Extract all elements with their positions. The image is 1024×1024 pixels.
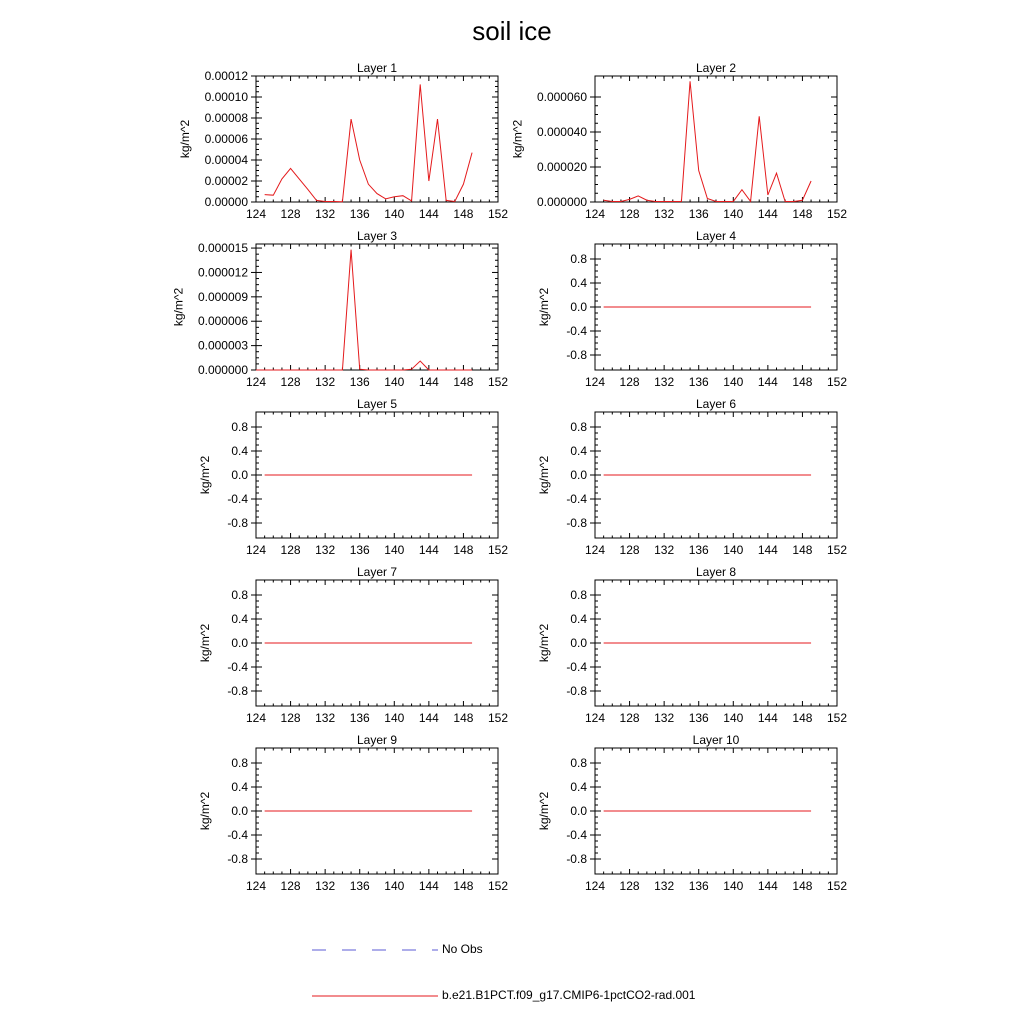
panel-layer-7 xyxy=(198,565,508,725)
y-tick-label: 0.4 xyxy=(231,780,248,794)
x-tick-label: 124 xyxy=(584,879,606,893)
x-tick-label: 148 xyxy=(792,543,813,557)
y-tick-label: -0.4 xyxy=(566,828,587,842)
x-tick-label: 124 xyxy=(584,207,606,221)
y-tick-label: 0.0 xyxy=(570,636,587,650)
x-tick-label: 152 xyxy=(487,543,509,557)
y-tick-label: -0.8 xyxy=(566,348,587,362)
x-tick-label: 128 xyxy=(280,207,301,221)
x-tick-label: 152 xyxy=(826,543,848,557)
panel-layer-2 xyxy=(510,61,847,221)
y-tick-label: -0.8 xyxy=(566,516,587,530)
y-tick-label: -0.4 xyxy=(227,492,248,506)
y-tick-label: 0.0 xyxy=(231,636,248,650)
panel-title: Layer 5 xyxy=(356,397,398,411)
x-tick-label: 152 xyxy=(487,879,509,893)
y-tick-label: 0.000012 xyxy=(197,265,248,280)
y-tick-label: 0.00004 xyxy=(204,153,248,167)
x-tick-label: 144 xyxy=(757,711,778,725)
panel-title: Layer 4 xyxy=(695,229,737,243)
panel-title: Layer 3 xyxy=(356,229,398,243)
x-tick-label: 136 xyxy=(349,543,370,557)
x-tick-label: 148 xyxy=(792,375,813,389)
panel-layer-5 xyxy=(198,397,508,557)
x-tick-label: 148 xyxy=(792,879,813,893)
legend-model xyxy=(312,988,812,1006)
x-tick-label: 136 xyxy=(688,879,709,893)
y-axis-label: kg/m^2 xyxy=(537,455,552,495)
y-tick-label: 0.0 xyxy=(570,804,587,818)
x-tick-label: 132 xyxy=(315,879,336,893)
y-tick-label: -0.4 xyxy=(566,660,587,674)
y-axis-label: kg/m^2 xyxy=(510,119,525,159)
x-tick-label: 128 xyxy=(619,375,640,389)
y-tick-label: -0.4 xyxy=(566,492,587,506)
x-tick-label: 140 xyxy=(723,879,744,893)
y-tick-label: -0.4 xyxy=(227,660,248,674)
x-tick-label: 144 xyxy=(418,711,439,725)
x-tick-label: 144 xyxy=(418,879,439,893)
x-tick-label: 124 xyxy=(584,543,606,557)
y-tick-label: -0.4 xyxy=(227,828,248,842)
panel-layer-9 xyxy=(198,733,508,893)
x-tick-label: 124 xyxy=(245,711,267,725)
y-axis-label: kg/m^2 xyxy=(171,287,186,327)
x-tick-label: 140 xyxy=(384,543,405,557)
panel-title: Layer 6 xyxy=(695,397,737,411)
y-tick-label: 0.00008 xyxy=(204,111,248,125)
x-tick-label: 144 xyxy=(757,207,778,221)
panel-title: Layer 2 xyxy=(695,61,737,75)
y-axis-label: kg/m^2 xyxy=(537,623,552,663)
x-tick-label: 136 xyxy=(349,879,370,893)
y-tick-label: 0.4 xyxy=(570,780,587,794)
y-axis-label: kg/m^2 xyxy=(537,791,552,831)
x-tick-label: 136 xyxy=(349,207,370,221)
x-tick-label: 124 xyxy=(245,879,267,893)
x-tick-label: 132 xyxy=(315,207,336,221)
y-tick-label: 0.8 xyxy=(570,420,587,434)
y-tick-label: -0.8 xyxy=(566,852,587,866)
x-tick-label: 144 xyxy=(757,375,778,389)
x-tick-label: 128 xyxy=(280,375,301,389)
y-tick-label: -0.4 xyxy=(566,324,587,338)
panel-title: Layer 1 xyxy=(356,61,398,75)
x-tick-label: 132 xyxy=(654,543,675,557)
legend-obs-line xyxy=(312,942,442,958)
x-tick-label: 124 xyxy=(245,543,267,557)
y-tick-label: 0.0 xyxy=(570,468,587,482)
x-tick-label: 136 xyxy=(349,711,370,725)
x-tick-label: 140 xyxy=(384,879,405,893)
x-tick-label: 124 xyxy=(584,375,606,389)
x-tick-label: 144 xyxy=(418,207,439,221)
y-tick-label: 0.000020 xyxy=(536,160,587,174)
x-tick-label: 148 xyxy=(453,543,474,557)
y-tick-label: 0.4 xyxy=(570,612,587,626)
y-tick-label: -0.8 xyxy=(566,684,587,698)
x-tick-label: 140 xyxy=(384,375,405,389)
x-tick-label: 132 xyxy=(654,207,675,221)
y-tick-label: 0.8 xyxy=(231,588,248,602)
y-axis-label: kg/m^2 xyxy=(537,287,552,327)
x-tick-label: 132 xyxy=(315,375,336,389)
series-line xyxy=(604,81,811,201)
x-tick-label: 152 xyxy=(487,711,509,725)
y-tick-label: 0.0 xyxy=(231,804,248,818)
x-tick-label: 148 xyxy=(453,879,474,893)
x-tick-label: 144 xyxy=(757,879,778,893)
x-tick-label: 152 xyxy=(487,207,509,221)
y-tick-label: 0.4 xyxy=(570,276,587,290)
panel-layer-8 xyxy=(537,565,847,725)
x-tick-label: 140 xyxy=(384,711,405,725)
x-tick-label: 128 xyxy=(619,711,640,725)
y-tick-label: 0.00000 xyxy=(204,195,248,209)
x-tick-label: 128 xyxy=(619,879,640,893)
panel-title: Layer 7 xyxy=(356,565,398,579)
x-tick-label: 140 xyxy=(723,711,744,725)
x-tick-label: 148 xyxy=(453,711,474,725)
legend-obs-label: No Obs xyxy=(442,942,483,956)
panel-layer-10 xyxy=(537,733,847,893)
y-axis-label: kg/m^2 xyxy=(198,455,213,495)
legend-obs xyxy=(312,942,812,960)
x-tick-label: 140 xyxy=(723,207,744,221)
x-tick-label: 132 xyxy=(654,375,675,389)
x-tick-label: 144 xyxy=(757,543,778,557)
y-tick-label: 0.8 xyxy=(570,756,587,770)
panel-title: Layer 9 xyxy=(356,733,398,747)
y-tick-label: 0.00012 xyxy=(204,69,248,83)
panel-title: Layer 10 xyxy=(692,733,740,747)
x-tick-label: 124 xyxy=(245,207,267,221)
panel-layer-4 xyxy=(537,229,847,389)
y-axis-label: kg/m^2 xyxy=(198,623,213,663)
legend-model-line xyxy=(312,988,442,1004)
y-axis-label: kg/m^2 xyxy=(198,791,213,831)
x-tick-label: 124 xyxy=(584,711,606,725)
x-tick-label: 132 xyxy=(654,879,675,893)
x-tick-label: 128 xyxy=(619,543,640,557)
y-tick-label: 0.000006 xyxy=(197,314,248,329)
panel-title: Layer 8 xyxy=(695,565,737,579)
x-tick-label: 136 xyxy=(688,711,709,725)
y-tick-label: 0.0 xyxy=(231,468,248,482)
y-tick-label: -0.8 xyxy=(227,684,248,698)
y-tick-label: 0.4 xyxy=(231,444,248,458)
x-tick-label: 152 xyxy=(826,879,848,893)
x-tick-label: 128 xyxy=(280,711,301,725)
y-tick-label: 0.000000 xyxy=(197,363,248,377)
y-tick-label: 0.000060 xyxy=(536,90,587,104)
series-line xyxy=(256,250,472,370)
y-tick-label: -0.8 xyxy=(227,852,248,866)
x-tick-label: 136 xyxy=(349,375,370,389)
panel-layer-3 xyxy=(171,229,508,389)
y-tick-label: 0.00002 xyxy=(204,174,248,188)
x-tick-label: 132 xyxy=(315,711,336,725)
y-tick-label: 0.000040 xyxy=(536,125,587,139)
y-tick-label: -0.8 xyxy=(227,516,248,530)
x-tick-label: 140 xyxy=(384,207,405,221)
x-tick-label: 136 xyxy=(688,207,709,221)
y-tick-label: 0.000015 xyxy=(197,241,248,256)
x-tick-label: 152 xyxy=(826,375,848,389)
x-tick-label: 148 xyxy=(792,207,813,221)
x-tick-label: 152 xyxy=(826,207,848,221)
y-tick-label: 0.000009 xyxy=(197,289,248,304)
x-tick-label: 148 xyxy=(453,375,474,389)
legend-model-label: b.e21.B1PCT.f09_g17.CMIP6-1pctCO2-rad.001 xyxy=(442,988,696,1002)
x-tick-label: 144 xyxy=(418,543,439,557)
x-tick-label: 124 xyxy=(245,375,267,389)
series-line xyxy=(265,84,472,201)
x-tick-label: 128 xyxy=(280,543,301,557)
y-tick-label: 0.8 xyxy=(570,588,587,602)
y-tick-label: 0.00010 xyxy=(204,90,248,104)
x-tick-label: 148 xyxy=(792,711,813,725)
x-tick-label: 132 xyxy=(315,543,336,557)
panel-frame xyxy=(595,76,837,202)
x-tick-label: 144 xyxy=(418,375,439,389)
y-tick-label: 0.4 xyxy=(231,612,248,626)
x-tick-label: 128 xyxy=(619,207,640,221)
y-tick-label: 0.000003 xyxy=(197,338,248,353)
x-tick-label: 140 xyxy=(723,543,744,557)
page-title: soil ice xyxy=(472,16,552,46)
x-tick-label: 140 xyxy=(723,375,744,389)
y-tick-label: 0.8 xyxy=(231,756,248,770)
y-axis-label: kg/m^2 xyxy=(178,119,193,159)
y-tick-label: 0.00006 xyxy=(204,132,248,146)
x-tick-label: 128 xyxy=(280,879,301,893)
x-tick-label: 152 xyxy=(826,711,848,725)
x-tick-label: 148 xyxy=(453,207,474,221)
panel-frame xyxy=(256,76,498,202)
y-tick-label: 0.0 xyxy=(570,300,587,314)
x-tick-label: 136 xyxy=(688,543,709,557)
panel-layer-1 xyxy=(178,61,508,221)
y-tick-label: 0.8 xyxy=(570,252,587,266)
x-tick-label: 152 xyxy=(487,375,509,389)
panel-frame xyxy=(256,244,498,370)
y-tick-label: 0.8 xyxy=(231,420,248,434)
x-tick-label: 136 xyxy=(688,375,709,389)
panel-layer-6 xyxy=(537,397,847,557)
x-tick-label: 132 xyxy=(654,711,675,725)
y-tick-label: 0.4 xyxy=(570,444,587,458)
y-tick-label: 0.000000 xyxy=(536,195,587,209)
